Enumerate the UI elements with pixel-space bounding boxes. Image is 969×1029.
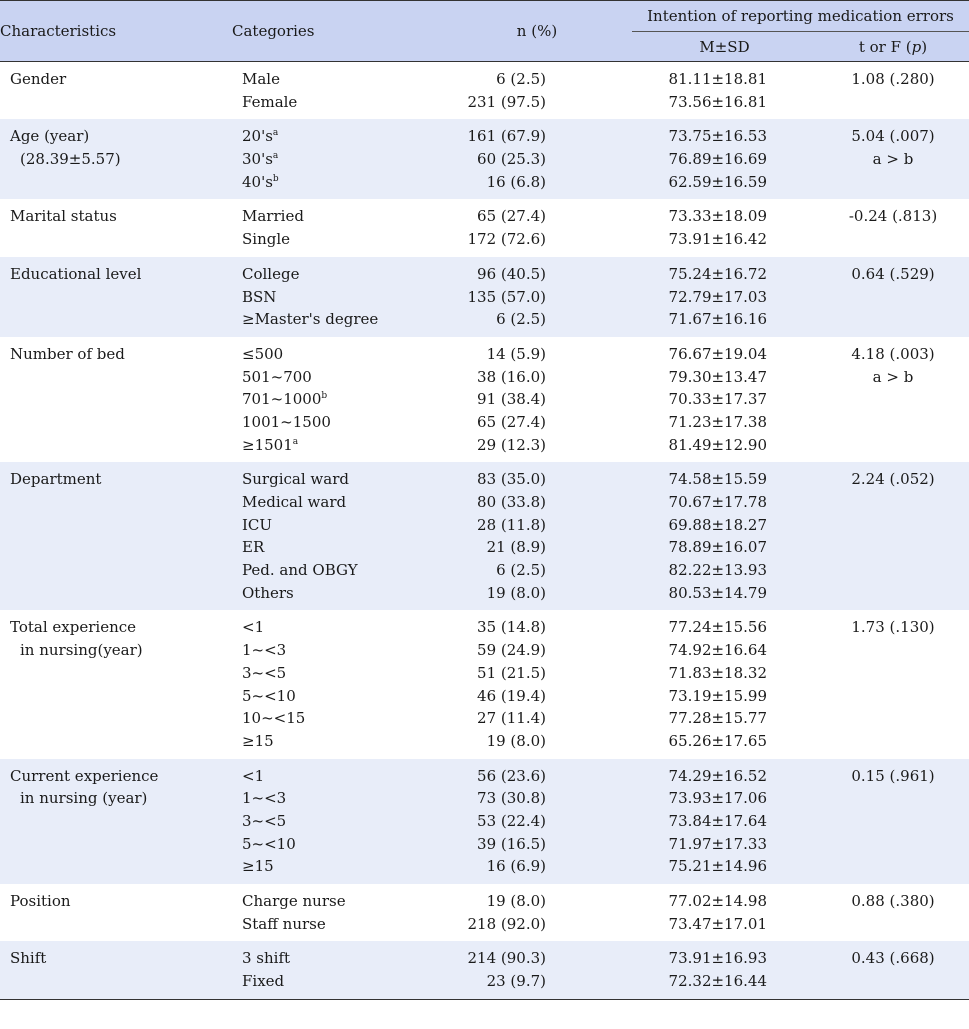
category-label: Male [242, 70, 280, 88]
characteristic-label: in nursing (year) [20, 789, 148, 808]
n-percent-value: 65 (27.4) [477, 412, 546, 431]
category-label: ≥15 [242, 731, 274, 750]
stat-value: 1.73 (.130) [851, 618, 935, 637]
category-cell [232, 462, 442, 610]
n-percent-value: 19 (8.0) [486, 731, 546, 750]
stat-value: 2.24 (.052) [851, 470, 935, 489]
table-row [0, 119, 969, 199]
n-percent-cell [442, 199, 632, 256]
n-percent-value: 91 (38.4) [477, 390, 546, 409]
msd-value: 73.19±15.99 [668, 686, 767, 705]
table-row [0, 941, 969, 999]
header-msd: M±SD [632, 32, 817, 62]
table-row [0, 462, 969, 610]
n-percent-value: 21 (8.9) [486, 538, 546, 557]
msd-value: 77.28±15.77 [668, 709, 767, 728]
category-label: Female [242, 92, 298, 111]
n-percent-value: 96 (40.5) [477, 264, 546, 283]
msd-value: 71.23±17.38 [668, 412, 767, 431]
n-percent-value: 161 (67.9) [467, 127, 546, 146]
stat-cell [817, 462, 969, 610]
n-percent-value: 6 (2.5) [496, 310, 546, 329]
category-label: ≥Master's degree [242, 310, 379, 329]
n-percent-value: 46 (19.4) [477, 686, 546, 705]
msd-value: 81.49±12.90 [668, 435, 767, 454]
characteristic-cell [0, 884, 232, 941]
header-characteristics: Characteristics [0, 1, 232, 62]
header-intention: Intention of reporting medication errors [632, 1, 969, 32]
header-n-percent: n (%) [442, 1, 632, 62]
stat-cell [817, 759, 969, 884]
category-cell [232, 610, 442, 758]
category-cell [232, 884, 442, 941]
characteristic-cell [0, 462, 232, 610]
table-body [0, 62, 969, 1000]
table-row [0, 257, 969, 337]
category-cell [232, 257, 442, 337]
msd-value: 74.29±16.52 [668, 766, 767, 785]
msd-cell [632, 610, 817, 758]
n-percent-value: 59 (24.9) [477, 641, 546, 660]
category-label: Others [242, 583, 294, 602]
msd-value: 75.24±16.72 [668, 264, 767, 283]
msd-value: 79.30±13.47 [668, 367, 767, 386]
characteristic-cell [0, 759, 232, 884]
characteristic-cell [0, 119, 232, 199]
n-percent-value: 27 (11.4) [477, 709, 546, 728]
msd-value: 76.67±19.04 [668, 344, 767, 363]
n-percent-value: 135 (57.0) [467, 287, 546, 306]
n-percent-value: 60 (25.3) [477, 150, 546, 169]
category-label: Ped. and OBGY [242, 561, 358, 580]
n-percent-value: 73 (30.8) [477, 789, 546, 808]
stat-cell [817, 62, 969, 120]
n-percent-value: 39 (16.5) [477, 834, 546, 853]
n-percent-value: 214 (90.3) [467, 949, 546, 968]
characteristic-label: in nursing(year) [20, 641, 143, 660]
msd-value: 82.22±13.93 [668, 561, 767, 580]
n-percent-value: 53 (22.4) [477, 811, 546, 830]
n-percent-value: 65 (27.4) [477, 207, 546, 226]
characteristic-label: Marital status [10, 207, 117, 226]
characteristic-cell [0, 610, 232, 758]
msd-value: 81.11±18.81 [668, 70, 767, 88]
header-categories: Categories [232, 1, 442, 62]
characteristic-label: Shift [10, 949, 47, 968]
msd-value: 74.92±16.64 [668, 641, 767, 660]
n-percent-cell [442, 759, 632, 884]
table-row [0, 759, 969, 884]
category-label: Single [242, 230, 291, 249]
category-label: 501~700 [242, 367, 312, 386]
characteristic-cell [0, 62, 232, 120]
table-row [0, 337, 969, 462]
stat-cell [817, 257, 969, 337]
msd-value: 69.88±18.27 [668, 515, 767, 534]
stat-value: 0.88 (.380) [851, 892, 935, 910]
category-label: Charge nurse [242, 892, 346, 910]
characteristic-cell [0, 199, 232, 256]
n-percent-cell [442, 941, 632, 999]
msd-value: 71.67±16.16 [668, 310, 767, 329]
msd-cell [632, 941, 817, 999]
category-label: Surgical ward [242, 470, 349, 489]
characteristic-label: Age (year) [10, 127, 90, 146]
msd-value: 73.91±16.42 [668, 230, 767, 249]
category-label: Married [242, 207, 304, 226]
category-label: 1~<3 [242, 789, 287, 808]
msd-value: 70.33±17.37 [668, 390, 767, 409]
category-label: ICU [242, 515, 273, 534]
category-label: 1~<3 [242, 641, 287, 660]
msd-value: 74.58±15.59 [668, 470, 767, 489]
n-percent-value: 35 (14.8) [477, 618, 546, 637]
msd-value: 80.53±14.79 [668, 583, 767, 602]
category-label: <1 [242, 766, 265, 785]
stat-cell [817, 941, 969, 999]
n-percent-cell [442, 884, 632, 941]
msd-value: 78.89±16.07 [668, 538, 767, 557]
table-row [0, 884, 969, 941]
stat-value: 4.18 (.003) [851, 344, 935, 363]
n-percent-value: 19 (8.0) [486, 583, 546, 602]
category-cell [232, 337, 442, 462]
n-percent-value: 29 (12.3) [477, 435, 546, 454]
table-row [0, 199, 969, 256]
category-label: <1 [242, 618, 265, 637]
n-percent-value: 56 (23.6) [477, 766, 546, 785]
msd-value: 70.67±17.78 [668, 493, 767, 511]
category-label: $30's^a$ [242, 150, 279, 169]
msd-cell [632, 62, 817, 120]
n-percent-value: 38 (16.0) [477, 367, 546, 386]
category-label: 1001~1500 [242, 412, 331, 431]
n-percent-value: 83 (35.0) [477, 470, 546, 489]
category-label: ER [242, 538, 265, 557]
category-cell [232, 119, 442, 199]
n-percent-value: 28 (11.8) [477, 515, 546, 534]
msd-cell [632, 759, 817, 884]
category-cell [232, 759, 442, 884]
msd-cell [632, 199, 817, 256]
n-percent-cell [442, 337, 632, 462]
msd-value: 71.97±17.33 [668, 834, 767, 853]
category-label: 10~<15 [242, 709, 306, 728]
n-percent-cell [442, 610, 632, 758]
table-row [0, 62, 969, 120]
characteristic-label: (28.39±5.57) [20, 150, 121, 169]
stat-value: 0.15 (.961) [851, 766, 935, 785]
category-label: ≤500 [242, 344, 284, 363]
category-label: 701~1000$^b$ [242, 390, 328, 409]
msd-value: 73.56±16.81 [668, 92, 767, 111]
n-percent-value: 16 (6.9) [486, 857, 546, 876]
stat-cell [817, 119, 969, 199]
msd-value: 73.47±17.01 [668, 914, 767, 933]
category-cell [232, 941, 442, 999]
characteristic-cell [0, 257, 232, 337]
category-label: $40's^b$ [242, 172, 279, 191]
n-percent-cell [442, 119, 632, 199]
characteristic-cell [0, 337, 232, 462]
msd-cell [632, 119, 817, 199]
stat-value: a > b [872, 150, 914, 169]
msd-value: 72.79±17.03 [668, 287, 767, 306]
category-label: 5~<10 [242, 834, 296, 853]
category-label: College [242, 264, 300, 283]
category-cell [232, 62, 442, 120]
category-label: 3 shift [242, 949, 291, 968]
n-percent-value: 16 (6.8) [486, 172, 546, 191]
category-label: $\ge 1501^a$ [242, 435, 299, 454]
stat-cell [817, 199, 969, 256]
characteristic-label: Number of bed [10, 344, 125, 363]
n-percent-value: 218 (92.0) [467, 914, 546, 933]
category-label: Staff nurse [242, 914, 326, 933]
msd-cell [632, 884, 817, 941]
msd-value: 77.24±15.56 [668, 618, 767, 637]
table-header [0, 1, 969, 62]
msd-value: 62.59±16.59 [668, 172, 767, 191]
category-label: ≥15 [242, 857, 274, 876]
characteristic-cell [0, 941, 232, 999]
n-percent-value: 23 (9.7) [486, 972, 546, 991]
n-percent-value: 14 (5.9) [486, 344, 546, 363]
stat-cell [817, 884, 969, 941]
msd-cell [632, 337, 817, 462]
stat-value: 1.08 (.280) [851, 70, 935, 88]
msd-value: 73.91±16.93 [668, 949, 767, 968]
msd-value: 73.33±18.09 [668, 207, 767, 226]
n-percent-value: 51 (21.5) [477, 663, 546, 682]
msd-value: 72.32±16.44 [668, 972, 767, 991]
characteristic-label: Department [10, 470, 102, 489]
stat-value: -0.24 (.813) [848, 207, 938, 226]
stat-cell [817, 337, 969, 462]
n-percent-cell [442, 462, 632, 610]
category-label: $20's^a$ [242, 127, 279, 146]
n-percent-cell [442, 62, 632, 120]
characteristic-label: Current experience [10, 766, 159, 785]
msd-value: 76.89±16.69 [668, 150, 767, 169]
stat-cell [817, 610, 969, 758]
msd-value: 73.75±16.53 [668, 127, 767, 146]
msd-cell [632, 257, 817, 337]
stat-value: 5.04 (.007) [851, 127, 935, 146]
category-label: Medical ward [242, 493, 347, 511]
stat-value: a > b [872, 367, 914, 386]
n-percent-value: 6 (2.5) [496, 70, 546, 88]
category-label: Fixed [242, 972, 285, 991]
n-percent-value: 172 (72.6) [467, 230, 546, 249]
characteristic-label: Position [10, 892, 71, 910]
stat-value: 0.64 (.529) [851, 264, 935, 283]
category-label: 3~<5 [242, 811, 287, 830]
n-percent-value: 6 (2.5) [496, 561, 546, 580]
msd-value: 73.93±17.06 [668, 789, 767, 808]
n-percent-value: 80 (33.8) [477, 493, 546, 511]
characteristic-label: Total experience [10, 618, 137, 637]
msd-value: 73.84±17.64 [668, 811, 767, 830]
n-percent-value: 19 (8.0) [486, 892, 546, 910]
header-t-or-f: t or F (p) [817, 32, 969, 62]
characteristic-label: Educational level [10, 264, 142, 283]
msd-value: 65.26±17.65 [668, 731, 767, 750]
msd-cell [632, 462, 817, 610]
n-percent-value: 231 (97.5) [467, 92, 546, 111]
msd-value: 77.02±14.98 [668, 892, 767, 910]
category-label: 3~<5 [242, 663, 287, 682]
stat-value: 0.43 (.668) [851, 949, 935, 968]
characteristic-label: Gender [10, 70, 67, 88]
category-label: BSN [242, 287, 277, 306]
n-percent-cell [442, 257, 632, 337]
category-cell [232, 199, 442, 256]
msd-value: 71.83±18.32 [668, 663, 767, 682]
category-label: 5~<10 [242, 686, 296, 705]
msd-value: 75.21±14.96 [668, 857, 767, 876]
table-row [0, 610, 969, 758]
